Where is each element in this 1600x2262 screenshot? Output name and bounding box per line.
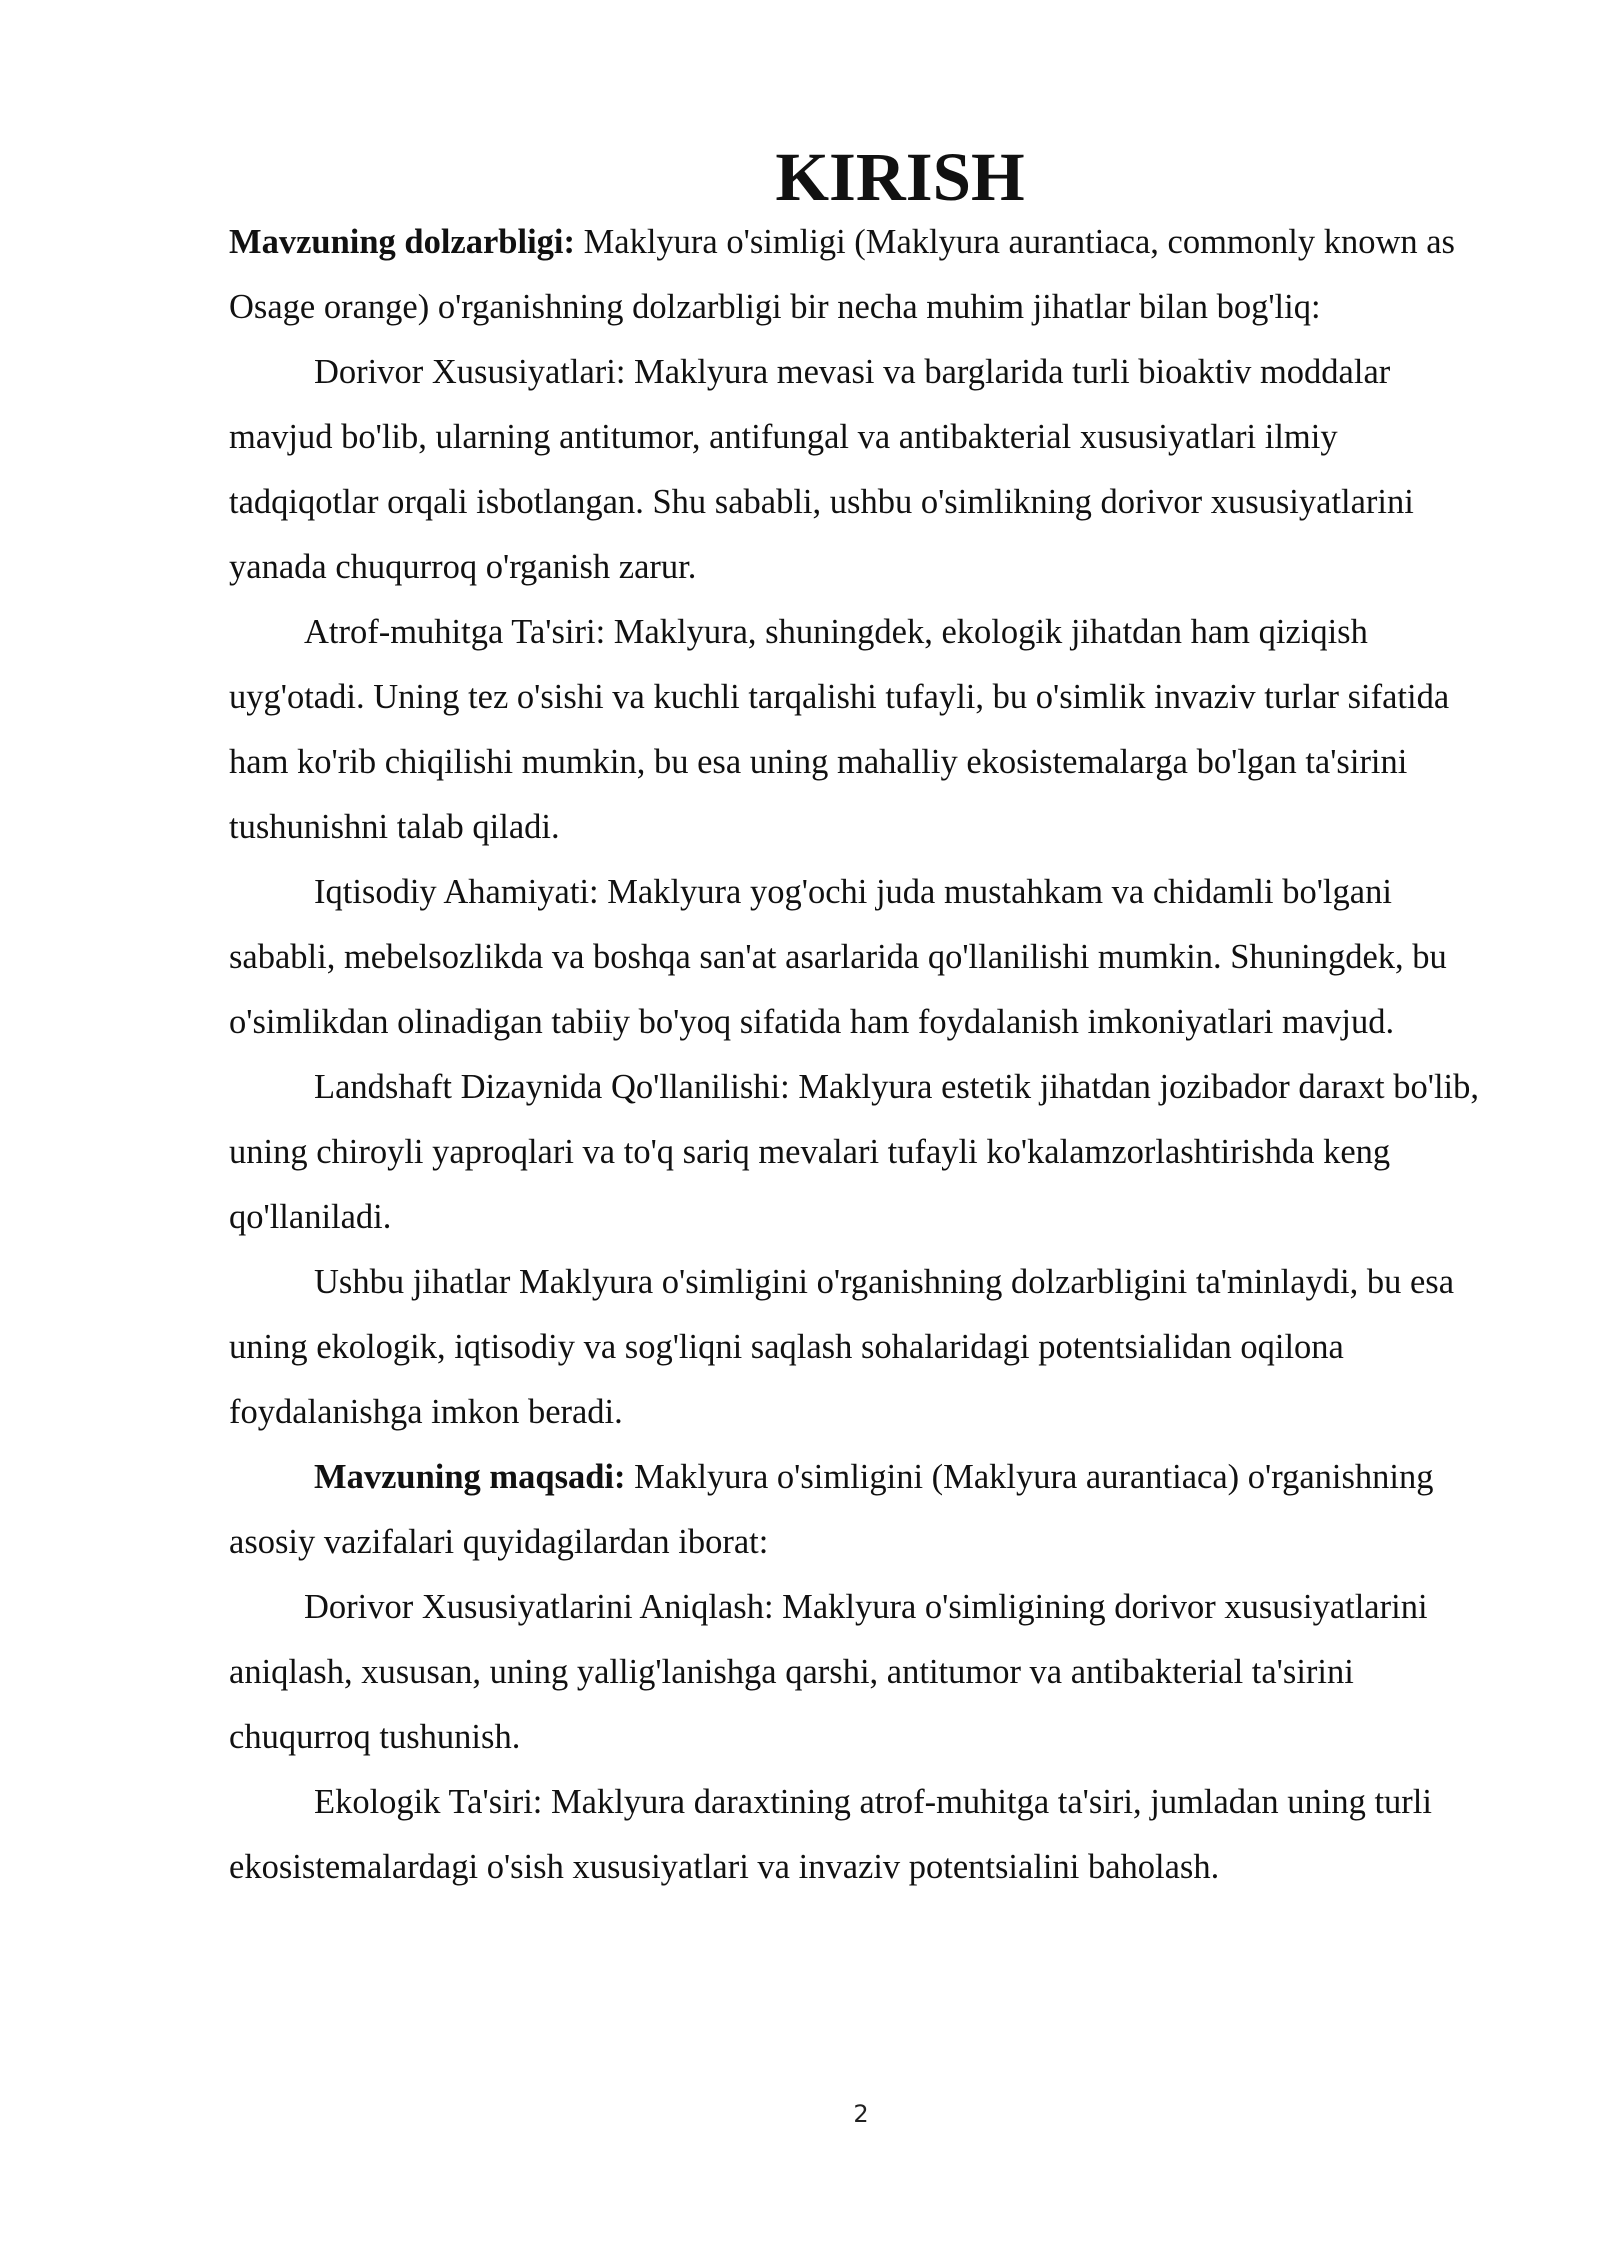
paragraph-medicinal-properties: Dorivor Xususiyatlari: Maklyura mevasi va barglarida turli bioaktiv moddalar mavjud bo'lib, ularning antitumor, antifungal va antibakterial xususiyatlari ilmiy tadqiqotlar orqali isbotlangan. Shu sababli, ushbu o'simlikning dorivor xususiyatlarini yanada chuqurroq o'rganish zarur. — [229, 353, 1414, 586]
page-content — [229, 139, 1491, 1900]
paragraph-relevance — [229, 210, 1491, 340]
paragraph-landscape-design: Landshaft Dizaynida Qo'llanilishi: Maklyura estetik jihatdan jozibador daraxt bo'lib, uning chiroyli yaproqlari va to'q sariq mevalari tufayli ko'kalamzorlashtirishda keng qo'llaniladi. — [229, 1068, 1479, 1236]
section-heading: KIRISH — [775, 139, 1025, 215]
paragraph-identify-properties: Dorivor Xususiyatlarini Aniqlash: Maklyura o'simligining dorivor xususiyatlarini aniqlash, xususan, uning yallig'lanishga qarshi, antitumor va antibakterial ta'sirini chuqurroq tushunish. — [229, 1588, 1428, 1756]
paragraph-text: Maklyura o'simligini (Maklyura aurantiaca) o'rganishning asosiy vazifalari quyidagilardan iborat: — [229, 1458, 1434, 1561]
paragraph-goal — [229, 1445, 1491, 1575]
paragraph-text: Maklyura o'simligi (Maklyura aurantiaca, commonly known as Osage orange) o'rganishning dolzarbligi bir necha muhim jihatlar bilan bog'liq: — [229, 223, 1455, 326]
paragraph-ecological-impact: Ekologik Ta'siri: Maklyura daraxtining atrof-muhitga ta'siri, jumladan uning turli ekosistemalardagi o'sish xususiyatlari va invaziv potentsialini baholash. — [229, 1783, 1432, 1886]
paragraph-economic-importance: Iqtisodiy Ahamiyati: Maklyura yog'ochi juda mustahkam va chidamli bo'lgani sababli, mebelsozlikda va boshqa san'at asarlarida qo'llanilishi mumkin. Shuningdek, bu o'simlikdan olinadigan tabiiy bo'yoq sifatida ham foydalanish imkoniyatlari mavjud. — [229, 873, 1447, 1041]
paragraph-summary: Ushbu jihatlar Maklyura o'simligini o'rganishning dolzarbligini ta'minlaydi, bu esa uning ekologik, iqtisodiy va sog'liqni saqlash sohalaridagi potentsialidan oqilona foydalanishga imkon beradi. — [229, 1263, 1455, 1431]
paragraph-lead: Mavzuning dolzarbligi: — [229, 223, 575, 261]
paragraph-environmental-impact: Atrof-muhitga Ta'siri: Maklyura, shuningdek, ekologik jihatdan ham qiziqish uyg'otadi. Uning tez o'sishi va kuchli tarqalishi tufayli, bu o'simlik invaziv turlar sifatida ham ko'rib chiqilishi mumkin, bu esa uning mahalliy ekosistemalarga bo'lgan ta'sirini tushunishni talab qiladi. — [229, 613, 1450, 846]
page-number: 2 — [853, 2100, 869, 2128]
paragraph-lead: Mavzuning maqsadi: — [314, 1458, 626, 1496]
